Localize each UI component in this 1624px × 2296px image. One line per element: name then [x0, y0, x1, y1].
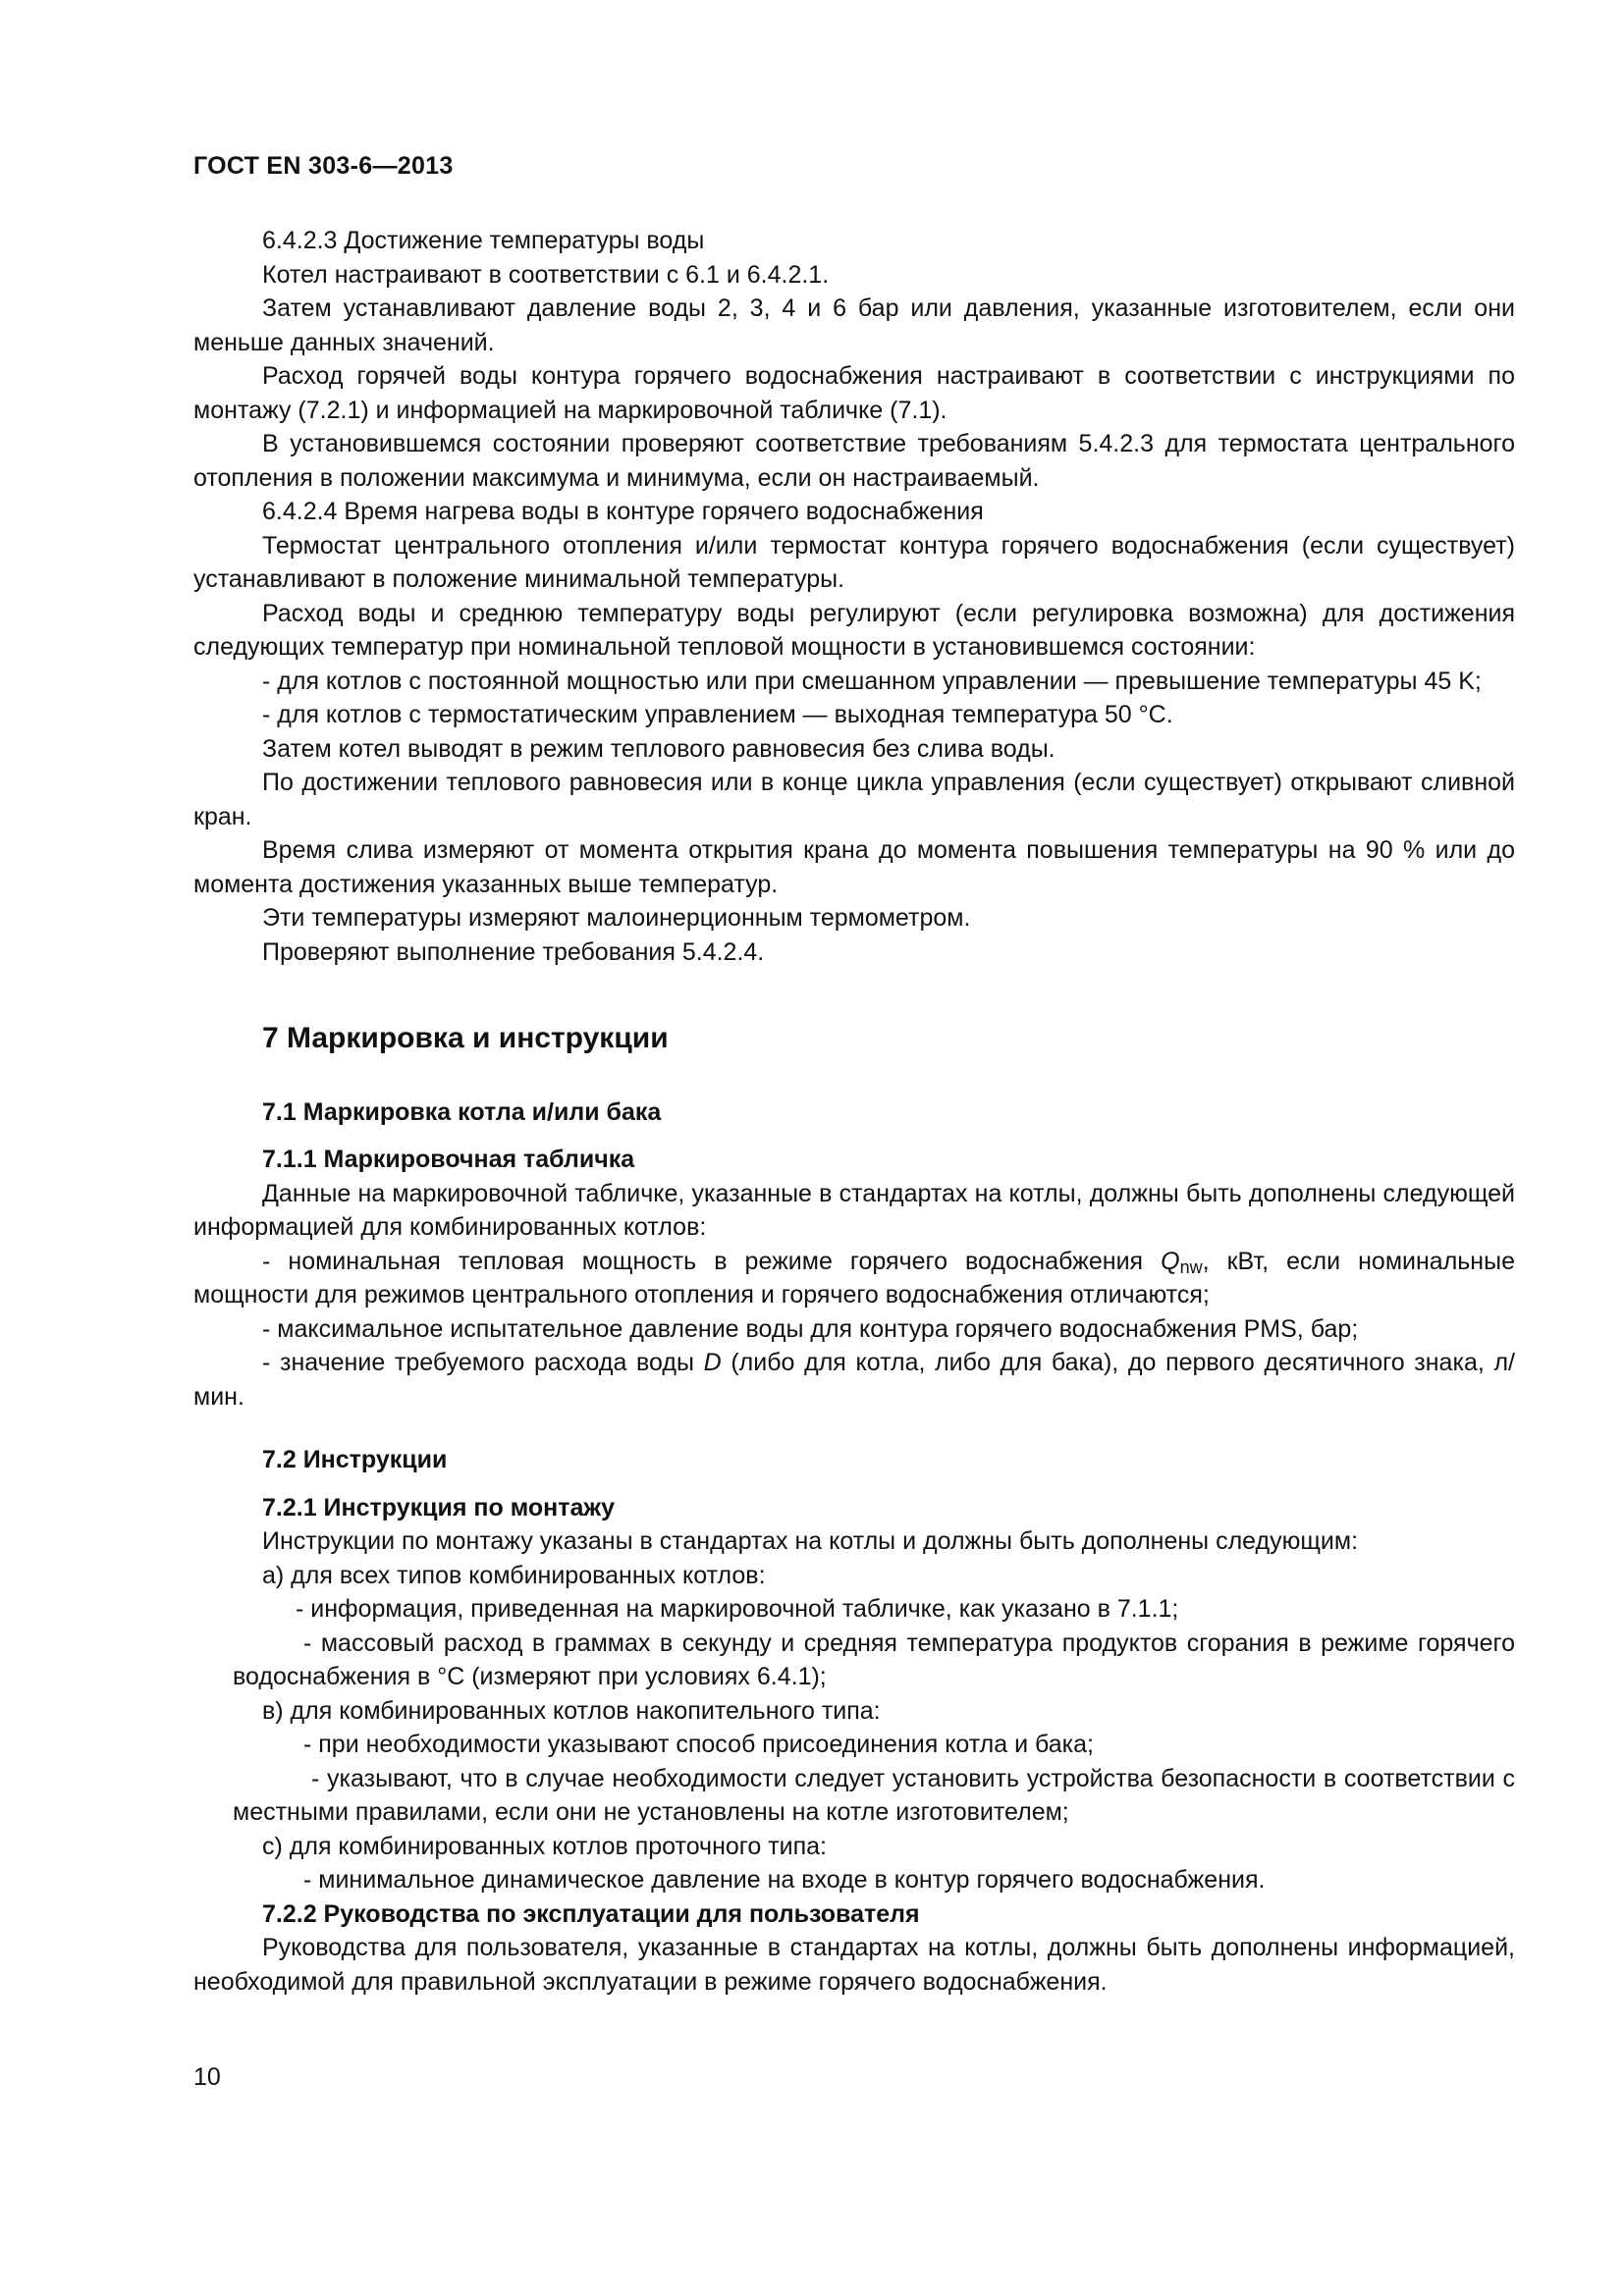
paragraph: Проверяют выполнение требования 5.4.2.4. [262, 937, 765, 966]
paragraph: Эти температуры измеряют малоинерционным термометром. [262, 904, 971, 932]
subsection-heading-7-1: 7.1 Маркировка котла и/или бака [262, 1097, 662, 1126]
clause-heading-6-4-2-3: 6.4.2.3 Достижение температуры воды [262, 227, 705, 254]
section-heading-7: 7 Маркировка и инструкции [262, 1022, 669, 1054]
list-item: с) для комбинированных котлов проточного типа: [262, 1832, 827, 1860]
paragraph: Инструкции по монтажу указаны в стандартах на котлы и должны быть дополнены следующим: [262, 1527, 1359, 1555]
list-subitem: - информация, приведенная на маркировочной табличке, как указано в 7.1.1; [296, 1595, 1179, 1623]
list-item: - для котлов с постоянной мощностью или при смешанном управлении — превышение температуры 45 K; [262, 667, 1482, 695]
paragraph: Руководства для пользователя, указанные в стандартах на котлы, должны быть дополнены информацией, необходимой для правильной эксплуатации в режиме горячего водоснабжения. [193, 1934, 1515, 1996]
list-subitem: - массовый расход в граммах в секунду и средняя температура продуктов сгорания в режиме горячего водоснабжения в °C (измеряют при условиях 6.4.1); [233, 1629, 1515, 1690]
list-item: - максимальное испытательное давление воды для контура горячего водоснабжения PMS, бар; [262, 1314, 1359, 1343]
paragraph: Затем устанавливают давление воды 2, 3, 4 и 6 бар или давления, указанные изготовителем, если они меньше данных значений. [193, 294, 1515, 356]
paragraph: Расход воды и среднюю температуру воды регулируют (если регулировка возможна) для достижения следующих температур при номинальной тепловой мощности в установившемся состоянии: [193, 599, 1515, 661]
list-item-text: - значение требуемого расхода воды [262, 1349, 704, 1376]
paragraph: Данные на маркировочной табличке, указанные в стандартах на котлы, должны быть дополнены следующей информацией для комбинированных котлов: [193, 1179, 1515, 1241]
paragraph: Время слива измеряют от момента открытия крана до момента повышения температуры на 90 % или до момента достижения указанных выше температур. [193, 836, 1515, 898]
list-item: - для котлов с термостатическим управлением — выходная температура 50 °C. [262, 701, 1173, 728]
paragraph: Термостат центрального отопления и/или термостат контура горячего водоснабжения (если существует) устанавливают в положение минимальной температуры. [193, 531, 1515, 593]
paragraph: Котел настраивают в соответствии с 6.1 и 6.4.2.1. [262, 260, 830, 289]
list-subitem: - указывают, что в случае необходимости следует установить устройства безопасности в соответствии с местными правилами, если они не установлены на котле изготовителем; [233, 1764, 1515, 1826]
paragraph: Затем котел выводят в режим теплового равновесия без слива воды. [262, 734, 1056, 763]
page-number: 10 [193, 2063, 221, 2091]
document-header: ГОСТ EN 303-6—2013 [193, 152, 454, 180]
document-body [193, 224, 1515, 1999]
clause-heading-7-1-1: 7.1.1 Маркировочная табличка [262, 1146, 635, 1173]
paragraph: В установившемся состоянии проверяют соответствие требованиям 5.4.2.3 для термостата центрального отопления в положении максимума и минимума, если он настраиваемый. [193, 430, 1515, 492]
clause-heading-7-2-2: 7.2.2 Руководства по эксплуатации для пользователя [262, 1899, 920, 1928]
list-item: а) для всех типов комбинированных котлов: [262, 1561, 766, 1589]
symbol-q: Q [1161, 1247, 1180, 1275]
list-subitem: - минимальное динамическое давление на входе в контур горячего водоснабжения. [303, 1866, 1266, 1894]
list-item-text: , кВт, если номинальные мощности для режимов центрального отопления и горячего водоснабжения отличаются; [193, 1247, 1515, 1308]
paragraph: По достижении теплового равновесия или в конце цикла управления (если существует) открывают сливной кран. [193, 769, 1515, 830]
symbol-d: D [703, 1349, 722, 1376]
symbol-subscript: nw [1179, 1256, 1203, 1277]
subsection-heading-7-2: 7.2 Инструкции [262, 1446, 448, 1473]
list-subitem: - при необходимости указывают способ присоединения котла и бака; [303, 1731, 1095, 1758]
list-item-text: - номинальная тепловая мощность в режиме горячего водоснабжения [262, 1247, 1162, 1275]
clause-heading-7-2-1: 7.2.1 Инструкция по монтажу [262, 1493, 616, 1522]
list-item [193, 1346, 1515, 1414]
list-item: в) для комбинированных котлов накопительного типа: [262, 1696, 881, 1725]
paragraph: Расход горячей воды контура горячего водоснабжения настраивают в соответствии с инструкциями по монтажу (7.2.1) и информацией на маркировочной табличке (7.1). [193, 362, 1515, 424]
clause-heading-6-4-2-4: 6.4.2.4 Время нагрева воды в контуре горячего водоснабжения [262, 498, 984, 525]
list-item [193, 1245, 1515, 1312]
list-item-text: (либо для котла, либо для бака), до первого десятичного знака, л/мин. [193, 1349, 1515, 1411]
